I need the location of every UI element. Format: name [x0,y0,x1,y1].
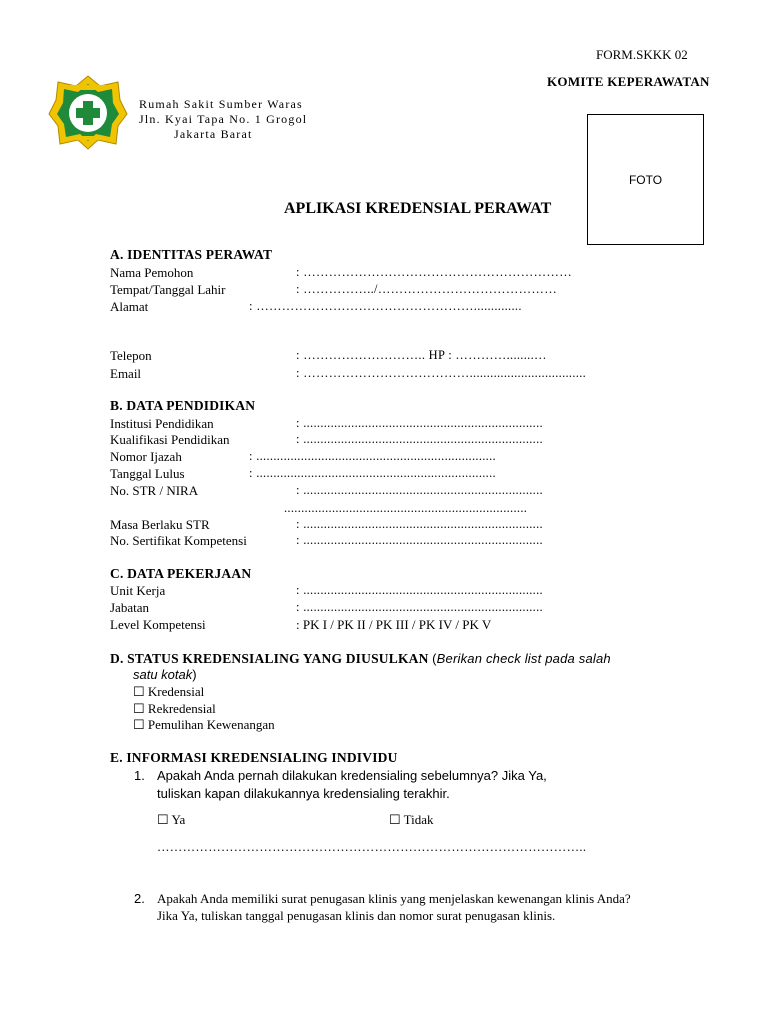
section-e-heading: E. INFORMASI KREDENSIALING INDIVIDU [110,750,398,765]
answer-line[interactable]: ……………………………………………………………………………………….. [157,840,587,854]
question-1-line1: Apakah Anda pernah dilakukan kredensialing sebelumnya? Jika Ya, [157,768,547,783]
field-label: No. Sertifikat Kompetensi [110,533,247,548]
photo-label: FOTO [628,173,663,187]
section-c-heading: C. DATA PEKERJAAN [110,566,252,581]
section-d-title: D. STATUS KREDENSIALING YANG DIUSULKAN [110,651,429,666]
question-1-line2: tuliskan kapan dilakukannya kredensialing terakhir. [157,786,450,801]
section-b-heading: B. DATA PENDIDIKAN [110,398,256,413]
hospital-name: Rumah Sakit Sumber Waras [139,97,303,111]
field-value[interactable]: : ...................................................................... [249,466,496,480]
checkbox-icon[interactable]: ☐ [133,684,145,699]
document-title: APLIKASI KREDENSIAL PERAWAT [284,200,552,217]
hospital-address: Jln. Kyai Tapa No. 1 Grogol [139,112,308,126]
field-value[interactable]: : ...................................................................... [296,533,543,547]
field-value[interactable]: : ………………………………….................................. [296,366,587,380]
field-value[interactable]: : ...................................................................... [296,517,543,531]
checkbox-kredensial[interactable] [133,684,204,700]
photo-box [587,114,704,245]
field-label: Unit Kerja [110,583,166,598]
section-d-heading [110,651,611,667]
question-2-line2: Jika Ya, tuliskan tanggal penugasan klinis dan nomor surat penugasan klinis. [157,908,556,923]
checkbox-icon[interactable]: ☐ [157,812,169,827]
field-value[interactable]: : ...................................................................... [296,416,543,430]
field-label: No. STR / NIRA [110,483,199,498]
checkbox-label: Rekredensial [147,701,216,716]
form-code: FORM.SKKK 02 [596,47,688,62]
field-value[interactable]: : ...................................................................... [296,432,543,446]
note-open: ( [432,651,437,666]
section-d-note: Berikan check list pada salah [436,651,611,666]
field-label: Kualifikasi Pendidikan [110,432,230,447]
checkbox-label: Pemulihan Kewenangan [147,717,275,732]
question-2-line1: Apakah Anda memiliki surat penugasan klinis yang menjelaskan kewenangan klinis Anda? [157,891,631,906]
field-label: Tanggal Lulus [110,466,185,481]
field-value[interactable]: : ……………../…………………………………… [296,282,558,296]
field-value[interactable]: : ……………………….. HP : …………........… [296,348,547,362]
field-value[interactable]: : ...................................................................... [296,483,543,497]
question-number: 2. [134,891,145,906]
green-cross-emblem-icon [48,74,128,150]
field-label: Jabatan [110,600,149,615]
checkbox-label: Tidak [403,812,434,827]
field-value[interactable]: : ...................................................................... [296,600,543,614]
hospital-city: Jakarta Barat [174,127,253,141]
competence-levels[interactable]: : PK I / PK II / PK III / PK IV / PK V [296,617,492,632]
checkbox-icon[interactable]: ☐ [389,812,401,827]
field-value[interactable]: : ……………………………………………………… [296,265,572,279]
field-label: Nomor Ijazah [110,449,182,464]
checkbox-icon[interactable]: ☐ [133,701,145,716]
hospital-logo [48,74,128,150]
field-label: Nama Pemohon [110,265,194,280]
field-label: Email [110,366,142,381]
checkbox-tidak[interactable] [389,812,434,828]
section-a-heading: A. IDENTITAS PERAWAT [110,247,273,262]
section-d-note-cont [133,667,197,683]
question-number: 1. [134,768,145,783]
checkbox-label: Ya [171,812,186,827]
field-value[interactable]: : …………………………………………….............. [249,299,522,313]
note-close: ) [192,667,197,682]
field-value-continuation[interactable]: ....................................................................... [284,501,528,515]
field-label: Alamat [110,299,149,314]
checkbox-ya[interactable] [157,812,185,828]
field-label: Institusi Pendidikan [110,416,214,431]
field-value[interactable]: : ...................................................................... [296,583,543,597]
field-label: Level Kompetensi [110,617,206,632]
checkbox-label: Kredensial [147,684,205,699]
checkbox-rekredensial[interactable] [133,701,216,717]
field-label: Telepon [110,348,152,363]
committee-title: KOMITE KEPERAWATAN [547,74,710,89]
field-label: Tempat/Tanggal Lahir [110,282,226,297]
checkbox-icon[interactable]: ☐ [133,717,145,732]
section-d-note-line2: satu kotak [133,667,193,682]
field-label: Masa Berlaku STR [110,517,210,532]
checkbox-pemulihan[interactable] [133,717,275,733]
field-value[interactable]: : ...................................................................... [249,449,496,463]
